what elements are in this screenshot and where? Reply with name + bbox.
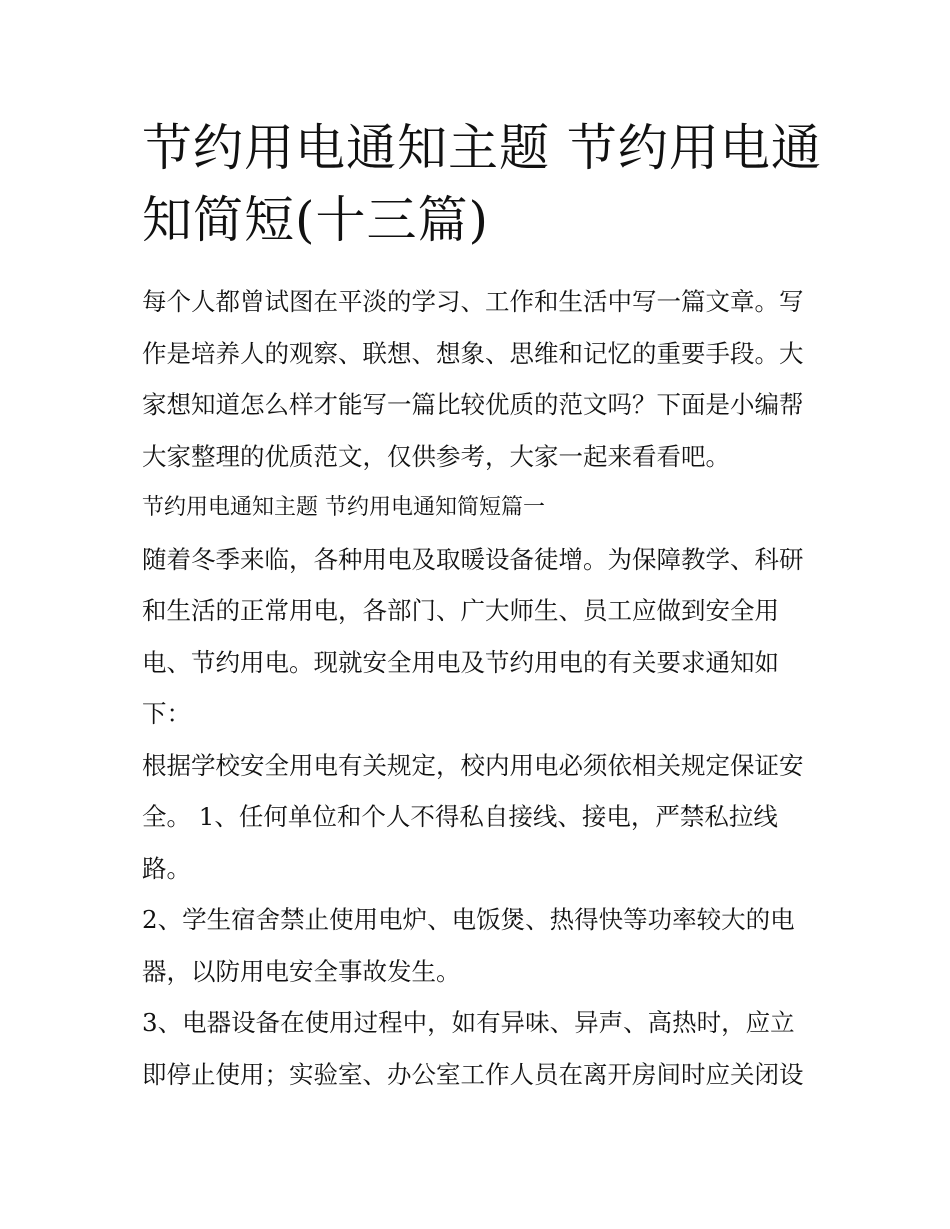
document-body	[142, 276, 814, 1100]
intro-paragraph: 每个人都曾试图在平淡的学习、工作和生活中写一篇文章。写作是培养人的观察、联想、想象、思维和记忆的重要手段。大家想知道怎么样才能写一篇比较优质的范文吗？下面是小编帮大家整理的优质范文，仅供参考，大家一起来看看吧。	[142, 287, 804, 471]
section-heading: 节约用电通知主题 节约用电通知简短篇一	[142, 495, 545, 520]
body-paragraph-notice: 随着冬季来临，各种用电及取暖设备徒增。为保障教学、科研和生活的正常用电，各部门、广大师生、员工应做到安全用电、节约用电。现就安全用电及节约用电的有关要求通知如下：	[142, 544, 804, 728]
body-paragraph-rule-3: 3、电器设备在使用过程中，如有异味、异声、高热时，应立即停止使用；实验室、办公室工作人员在离开房间时应关闭设	[142, 1008, 804, 1089]
body-paragraph-rule-2: 2、学生宿舍禁止使用电炉、电饭煲、热得快等功率较大的电器，以防用电安全事故发生。	[142, 905, 795, 986]
document-title: 节约用电通知主题 节约用电通知简短(十三篇)	[142, 119, 822, 249]
body-paragraph-rule-1: 根据学校安全用电有关规定，校内用电必须依相关规定保证安全。 1、任何单位和个人不得私自接线、接电，严禁私拉线路。	[142, 750, 804, 883]
